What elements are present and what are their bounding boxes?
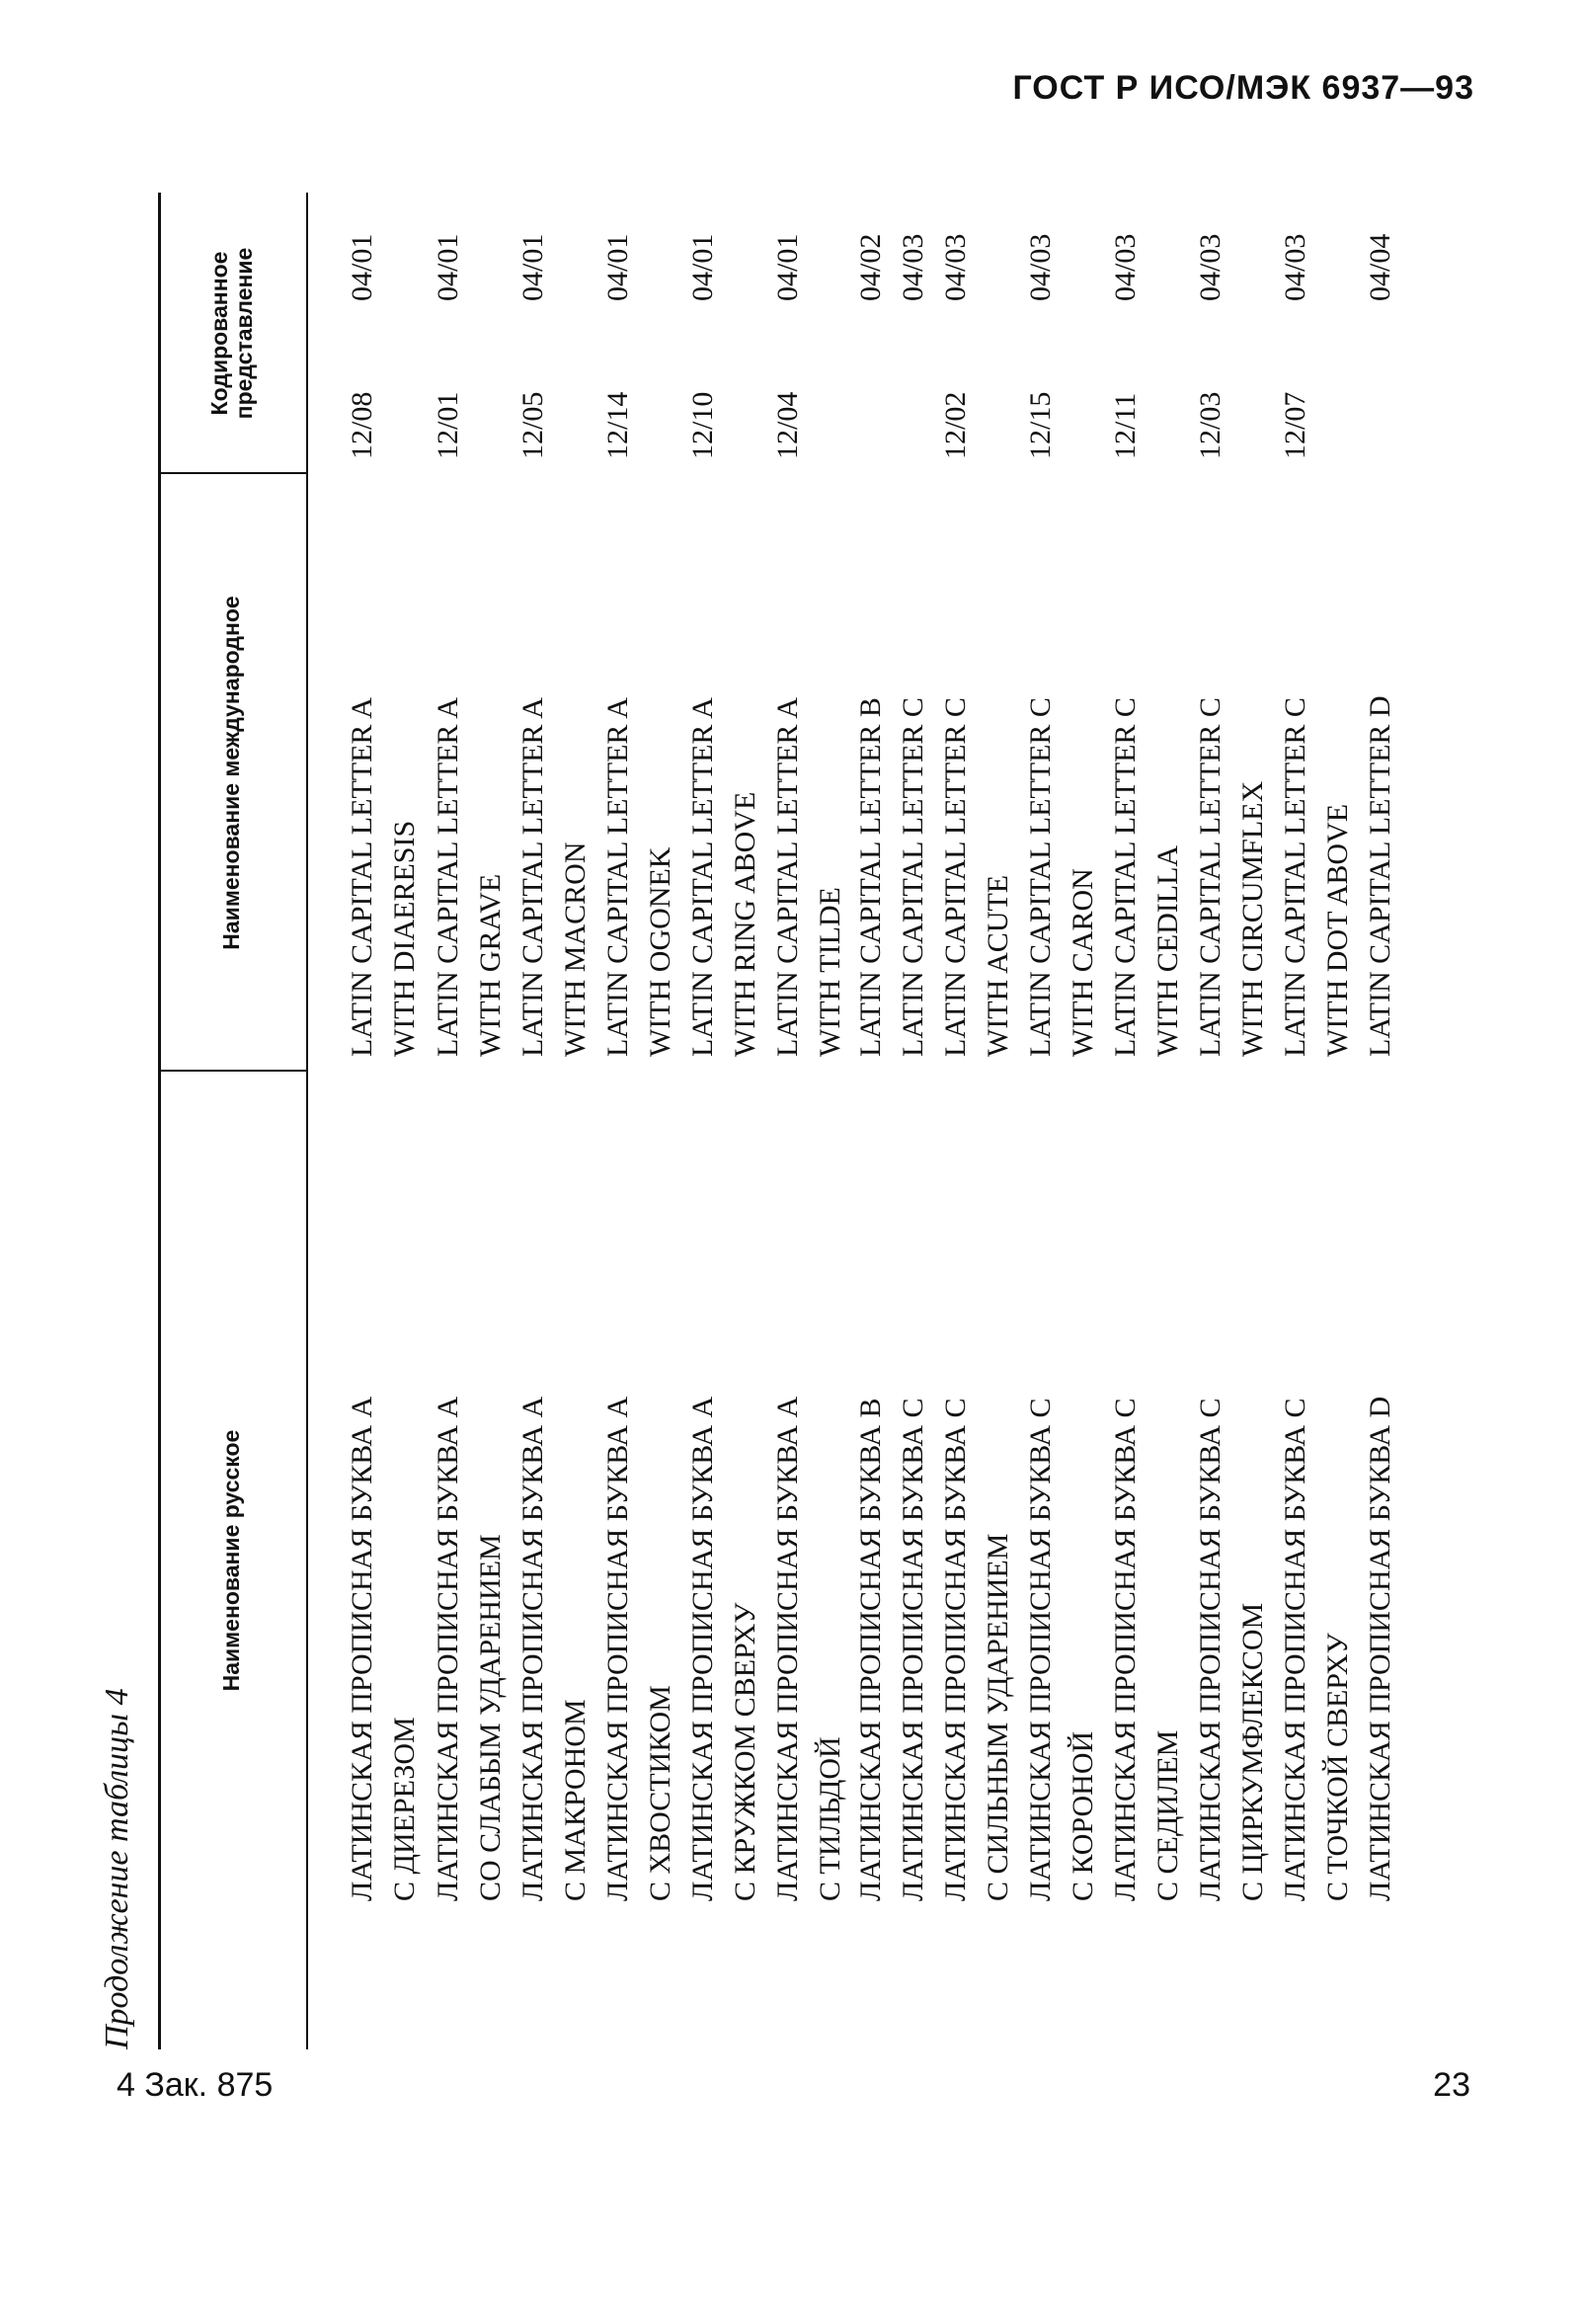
cell-line: LATIN CAPITAL LETTER A [686, 697, 719, 1057]
cell-intl-name [849, 484, 892, 1057]
table [158, 193, 1402, 2049]
cell-line: ЛАТИНСКАЯ ПРОПИСНАЯ БУКВА А [516, 1396, 549, 1901]
cell-line: ЛАТИНСКАЯ ПРОПИСНАЯ БУКВА А [686, 1396, 719, 1901]
column-header-ru: Наименование русское [218, 1429, 245, 1692]
cell-ru-name [1274, 1082, 1359, 1901]
code-column-part: 12/11 [1109, 392, 1142, 459]
cell-line: WITH CIRCUMFLEX [1236, 780, 1269, 1057]
code-row-part: 04/03 [1194, 233, 1226, 301]
cell-line: С КОРОНОЙ [1067, 1730, 1099, 1901]
cell-line: С СИЛЬНЫМ УДАРЕНИЕМ [982, 1533, 1014, 1901]
cell-ru-name [1104, 1082, 1189, 1901]
cell-intl-name [1359, 484, 1401, 1057]
cell-line: WITH GRAVE [474, 873, 507, 1057]
cell-line: ЛАТИНСКАЯ ПРОПИСНАЯ БУКВА С [1194, 1398, 1226, 1901]
cell-intl-name [934, 484, 1019, 1057]
cell-line: ЛАТИНСКАЯ ПРОПИСНАЯ БУКВА D [1364, 1396, 1396, 1901]
cell-intl-name [681, 484, 766, 1057]
cell-line: ЛАТИНСКАЯ ПРОПИСНАЯ БУКВА А [346, 1396, 378, 1901]
code-row-part: 04/01 [771, 233, 804, 301]
cell-line: WITH MACRON [559, 841, 592, 1057]
cell-line: LATIN CAPITAL LETTER C [1024, 697, 1057, 1057]
code-column-part: 12/02 [939, 391, 972, 459]
cell-line: LATIN CAPITAL LETTER A [771, 697, 804, 1057]
cell-line: С МАКРОНОМ [559, 1699, 592, 1901]
cell-line: С ТОЧКОЙ СВЕРХУ [1321, 1633, 1354, 1901]
cell-ru-name [427, 1082, 512, 1901]
cell-line: WITH TILDE [814, 887, 846, 1057]
cell-ru-name [596, 1082, 681, 1901]
cell-line: LATIN CAPITAL LETTER B [854, 697, 887, 1057]
cell-intl-name [341, 484, 426, 1057]
cell-line: ЛАТИНСКАЯ ПРОПИСНАЯ БУКВА А [432, 1396, 464, 1901]
cell-line: LATIN CAPITAL LETTER C [1279, 697, 1311, 1057]
cell-intl-name [892, 484, 934, 1057]
code-row-part: 04/02 [854, 233, 887, 301]
cell-line: С ЦИРКУМФЛЕКСОМ [1236, 1602, 1269, 1901]
cell-intl-name [1019, 484, 1104, 1057]
table-caption: Продолжение таблицы 4 [99, 1688, 135, 2049]
footer-order-number: 4 Зак. 875 [117, 2066, 274, 2104]
code-row-part: 04/03 [1109, 233, 1142, 301]
rotated-table-region [99, 193, 1402, 2049]
cell-ru-name [934, 1082, 1019, 1901]
cell-line: ЛАТИНСКАЯ ПРОПИСНАЯ БУКВА С [1279, 1398, 1311, 1901]
cell-line: WITH OGONEK [644, 846, 676, 1057]
cell-line: ЛАТИНСКАЯ ПРОПИСНАЯ БУКВА С [939, 1398, 972, 1901]
cell-intl-name [427, 484, 512, 1057]
cell-line: ЛАТИНСКАЯ ПРОПИСНАЯ БУКВА С [1024, 1398, 1057, 1901]
cell-line: LATIN CAPITAL LETTER A [516, 697, 549, 1057]
cell-line: LATIN CAPITAL LETTER A [432, 697, 464, 1057]
column-header-code-line1: Кодированное [205, 251, 232, 416]
code-row-part: 04/01 [346, 233, 378, 301]
cell-line: WITH DOT ABOVE [1321, 803, 1354, 1057]
column-header-code-line2: представление [231, 247, 257, 420]
cell-intl-name [1274, 484, 1359, 1057]
code-column-part: 12/15 [1024, 391, 1057, 459]
cell-line: LATIN CAPITAL LETTER C [1109, 697, 1142, 1057]
cell-ru-name [1019, 1082, 1104, 1901]
cell-line: LATIN CAPITAL LETTER A [346, 697, 378, 1057]
code-row-part: 04/03 [897, 233, 929, 301]
cell-ru-name [1189, 1082, 1274, 1901]
cell-line: ЛАТИНСКАЯ ПРОПИСНАЯ БУКВА А [771, 1396, 804, 1901]
cell-ru-name [512, 1082, 596, 1901]
code-column-part: 12/03 [1194, 391, 1226, 459]
cell-line: WITH ACUTE [982, 874, 1014, 1057]
code-row-part: 04/01 [432, 233, 464, 301]
cell-line: LATIN CAPITAL LETTER C [939, 697, 972, 1057]
cell-ru-name [341, 1082, 426, 1901]
code-column-part: 12/07 [1279, 391, 1311, 459]
cell-intl-name [1189, 484, 1274, 1057]
cell-ru-name [766, 1082, 851, 1901]
cell-ru-name [1359, 1082, 1401, 1901]
code-column-part: 12/14 [601, 391, 634, 459]
page-number: 23 [1433, 2066, 1470, 2104]
column-header-intl: Наименование международное [218, 596, 245, 950]
cell-line: LATIN CAPITAL LETTER A [601, 697, 634, 1057]
code-row-part: 04/03 [1279, 233, 1311, 301]
cell-line: LATIN CAPITAL LETTER C [897, 697, 929, 1057]
standard-header: ГОСТ Р ИСО/МЭК 6937—93 [1012, 69, 1474, 107]
cell-line: С ХВОСТИКОМ [644, 1685, 676, 1901]
cell-line: LATIN CAPITAL LETTER D [1364, 695, 1396, 1057]
code-column-part: 12/01 [432, 391, 464, 459]
cell-intl-name [1104, 484, 1189, 1057]
column-header-code [158, 193, 306, 474]
cell-line: WITH DIAERESIS [388, 820, 421, 1057]
table-header-rule [306, 193, 308, 2049]
code-column-part: 12/04 [771, 391, 804, 459]
cell-line: LATIN CAPITAL LETTER C [1194, 697, 1226, 1057]
cell-line: С ТИЛЬДОЙ [814, 1736, 846, 1901]
code-row-part: 04/01 [601, 233, 634, 301]
cell-line: С СЕДИЛЕМ [1151, 1729, 1184, 1901]
cell-line: С КРУЖКОМ СВЕРХУ [729, 1602, 761, 1901]
code-row-part: 04/03 [939, 233, 972, 301]
code-column-part: 12/10 [686, 391, 719, 459]
code-row-part: 04/01 [686, 233, 719, 301]
code-row-part: 04/04 [1364, 233, 1396, 301]
cell-ru-name [849, 1082, 892, 1901]
cell-line: WITH RING ABOVE [729, 791, 761, 1057]
cell-line: СО СЛАБЫМ УДАРЕНИЕМ [474, 1534, 507, 1901]
cell-intl-name [766, 484, 851, 1057]
cell-line: С ДИЕРЕЗОМ [388, 1717, 421, 1901]
code-column-part: 12/05 [516, 391, 549, 459]
cell-ru-name [892, 1082, 934, 1901]
cell-line: ЛАТИНСКАЯ ПРОПИСНАЯ БУКВА B [854, 1398, 887, 1901]
cell-line: ЛАТИНСКАЯ ПРОПИСНАЯ БУКВА С [1109, 1398, 1142, 1901]
cell-intl-name [512, 484, 596, 1057]
cell-intl-name [596, 484, 681, 1057]
code-row-part: 04/03 [1024, 233, 1057, 301]
cell-line: WITH CARON [1067, 868, 1099, 1057]
cell-line: ЛАТИНСКАЯ ПРОПИСНАЯ БУКВА А [601, 1396, 634, 1901]
cell-line: ЛАТИНСКАЯ ПРОПИСНАЯ БУКВА С [897, 1398, 929, 1901]
cell-line: WITH CEDILLA [1151, 844, 1184, 1057]
code-column-part: 12/08 [346, 391, 378, 459]
cell-ru-name [681, 1082, 766, 1901]
code-row-part: 04/01 [516, 233, 549, 301]
